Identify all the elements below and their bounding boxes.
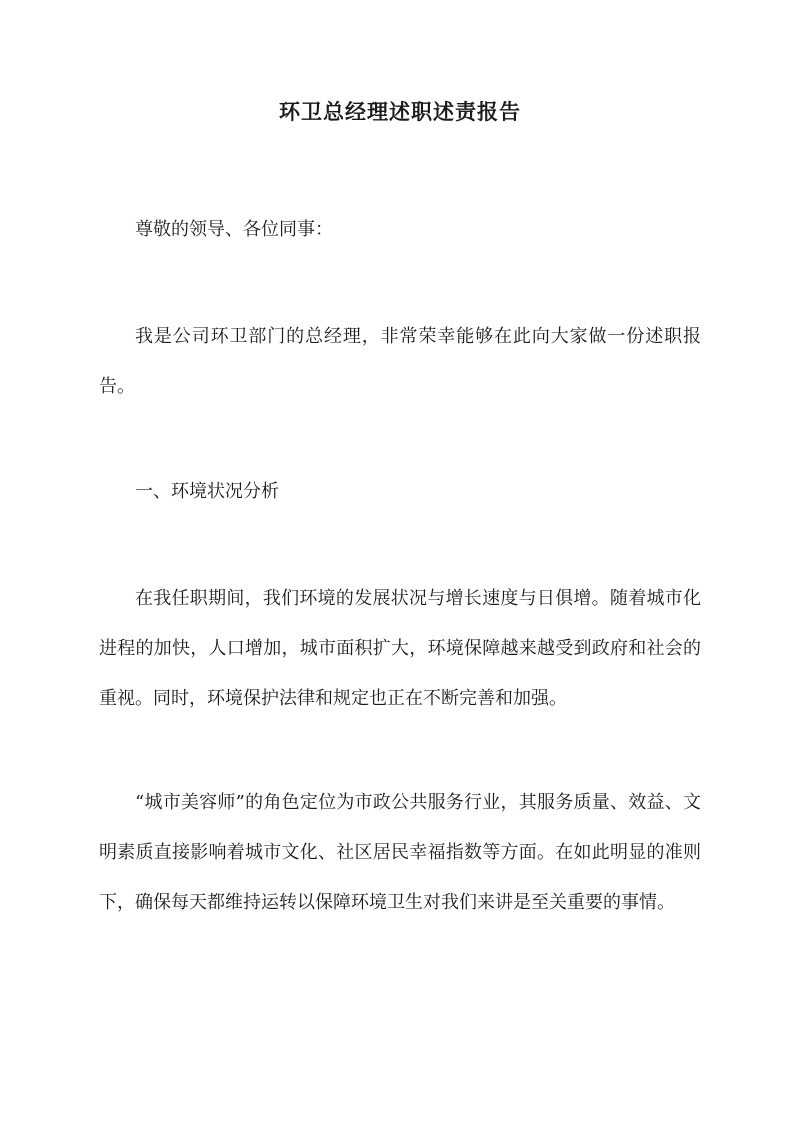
body-paragraph-2: “城市美容师”的角色定位为市政公共服务行业，其服务质量、效益、文明素质直接影响着城市文化、社区居民幸福指数等方面。在如此明显的准则下，确保每天都维持运转以保障环境卫生对我们来讲是至关重要的事情。: [99, 792, 701, 913]
body-paragraph-1: 在我任职期间，我们环境的发展状况与增长速度与日俱增。随着城市化进程的加快，人口增加，城市面积扩大，环境保障越来越受到政府和社会的重视。同时，环境保护法律和规定也正在不断完善和加强。: [99, 588, 701, 709]
greeting-paragraph: 尊敬的领导、各位同事：: [135, 219, 333, 240]
section-heading: 一、环境状况分析: [135, 481, 279, 502]
intro-paragraph: 我是公司环卫部门的总经理，非常荣幸能够在此向大家做一份述职报告。: [99, 326, 701, 397]
document-title: 环卫总经理述职述责报告: [279, 99, 521, 124]
